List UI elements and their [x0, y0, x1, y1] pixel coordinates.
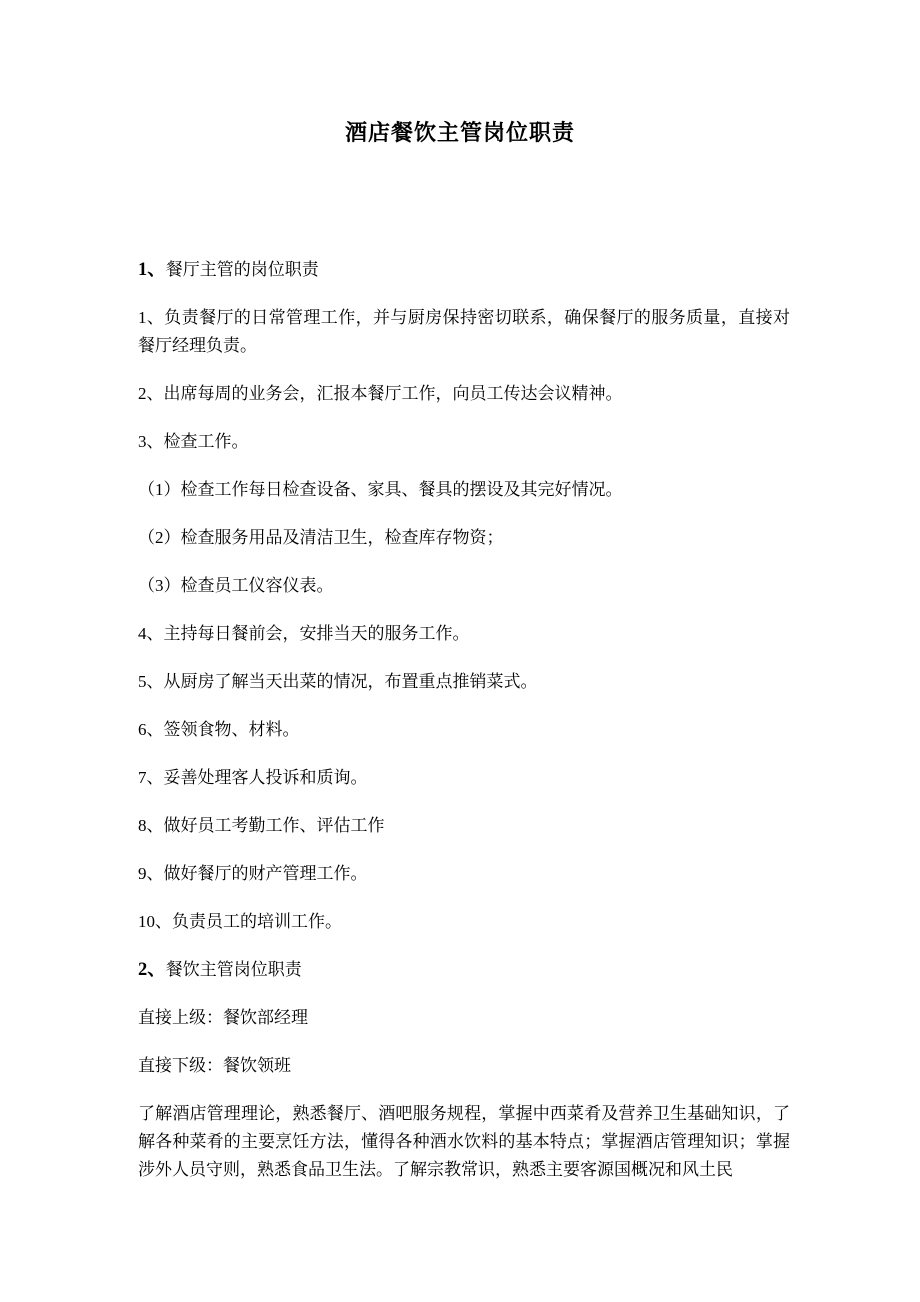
paragraph: 5、从厨房了解当天出菜的情况，布置重点推销菜式。: [138, 672, 538, 691]
paragraph: 2、出席每周的业务会，汇报本餐厅工作，向员工传达会议精神。: [138, 384, 623, 403]
paragraph: 8、做好员工考勤工作、评估工作: [138, 816, 385, 835]
paragraph: 9、做好餐厅的财产管理工作。: [138, 864, 368, 883]
paragraph: （1）检查工作每日检查设备、家具、餐具的摆设及其完好情况。: [138, 480, 623, 499]
paragraph: （2）检查服务用品及清洁卫生，检查库存物资；: [138, 528, 504, 547]
document-body: [138, 256, 790, 1184]
section-heading-number: 1、: [138, 260, 166, 280]
paragraph: （3）检查员工仪容仪表。: [138, 576, 334, 595]
paragraph: 10、负责员工的培训工作。: [138, 912, 342, 931]
section-heading-number: 2、: [138, 960, 166, 980]
paragraph: 7、妥善处理客人投诉和质询。: [138, 768, 368, 787]
section-heading-2: [138, 956, 790, 984]
document-title: 酒店餐饮主管岗位职责: [344, 120, 575, 145]
section-heading-text: 餐厅主管的岗位职责: [165, 260, 319, 279]
paragraph: 了解酒店管理理论，熟悉餐厅、酒吧服务规程，掌握中西菜肴及营养卫生基础知识，了解各种菜肴的主要烹饪方法，懂得各种酒水饮料的基本特点；掌握酒店管理知识；掌握涉外人员守则，熟悉食品卫生法。了解宗教常识，熟悉主要客源国概况和风土民: [138, 1104, 790, 1179]
paragraph: 直接上级：餐饮部经理: [138, 1008, 308, 1027]
section-heading-1: [138, 256, 790, 284]
paragraph: 3、检查工作。: [138, 432, 249, 451]
paragraph: 1、负责餐厅的日常管理工作，并与厨房保持密切联系，确保餐厅的服务质量，直接对餐厅经理负责。: [138, 308, 790, 355]
paragraph: 直接下级：餐饮领班: [138, 1056, 291, 1075]
section-heading-text: 餐饮主管岗位职责: [165, 960, 302, 979]
title-spacer: [0, 148, 920, 256]
paragraph: 6、签领食物、材料。: [138, 720, 300, 739]
paragraph: 4、主持每日餐前会，安排当天的服务工作。: [138, 624, 470, 643]
